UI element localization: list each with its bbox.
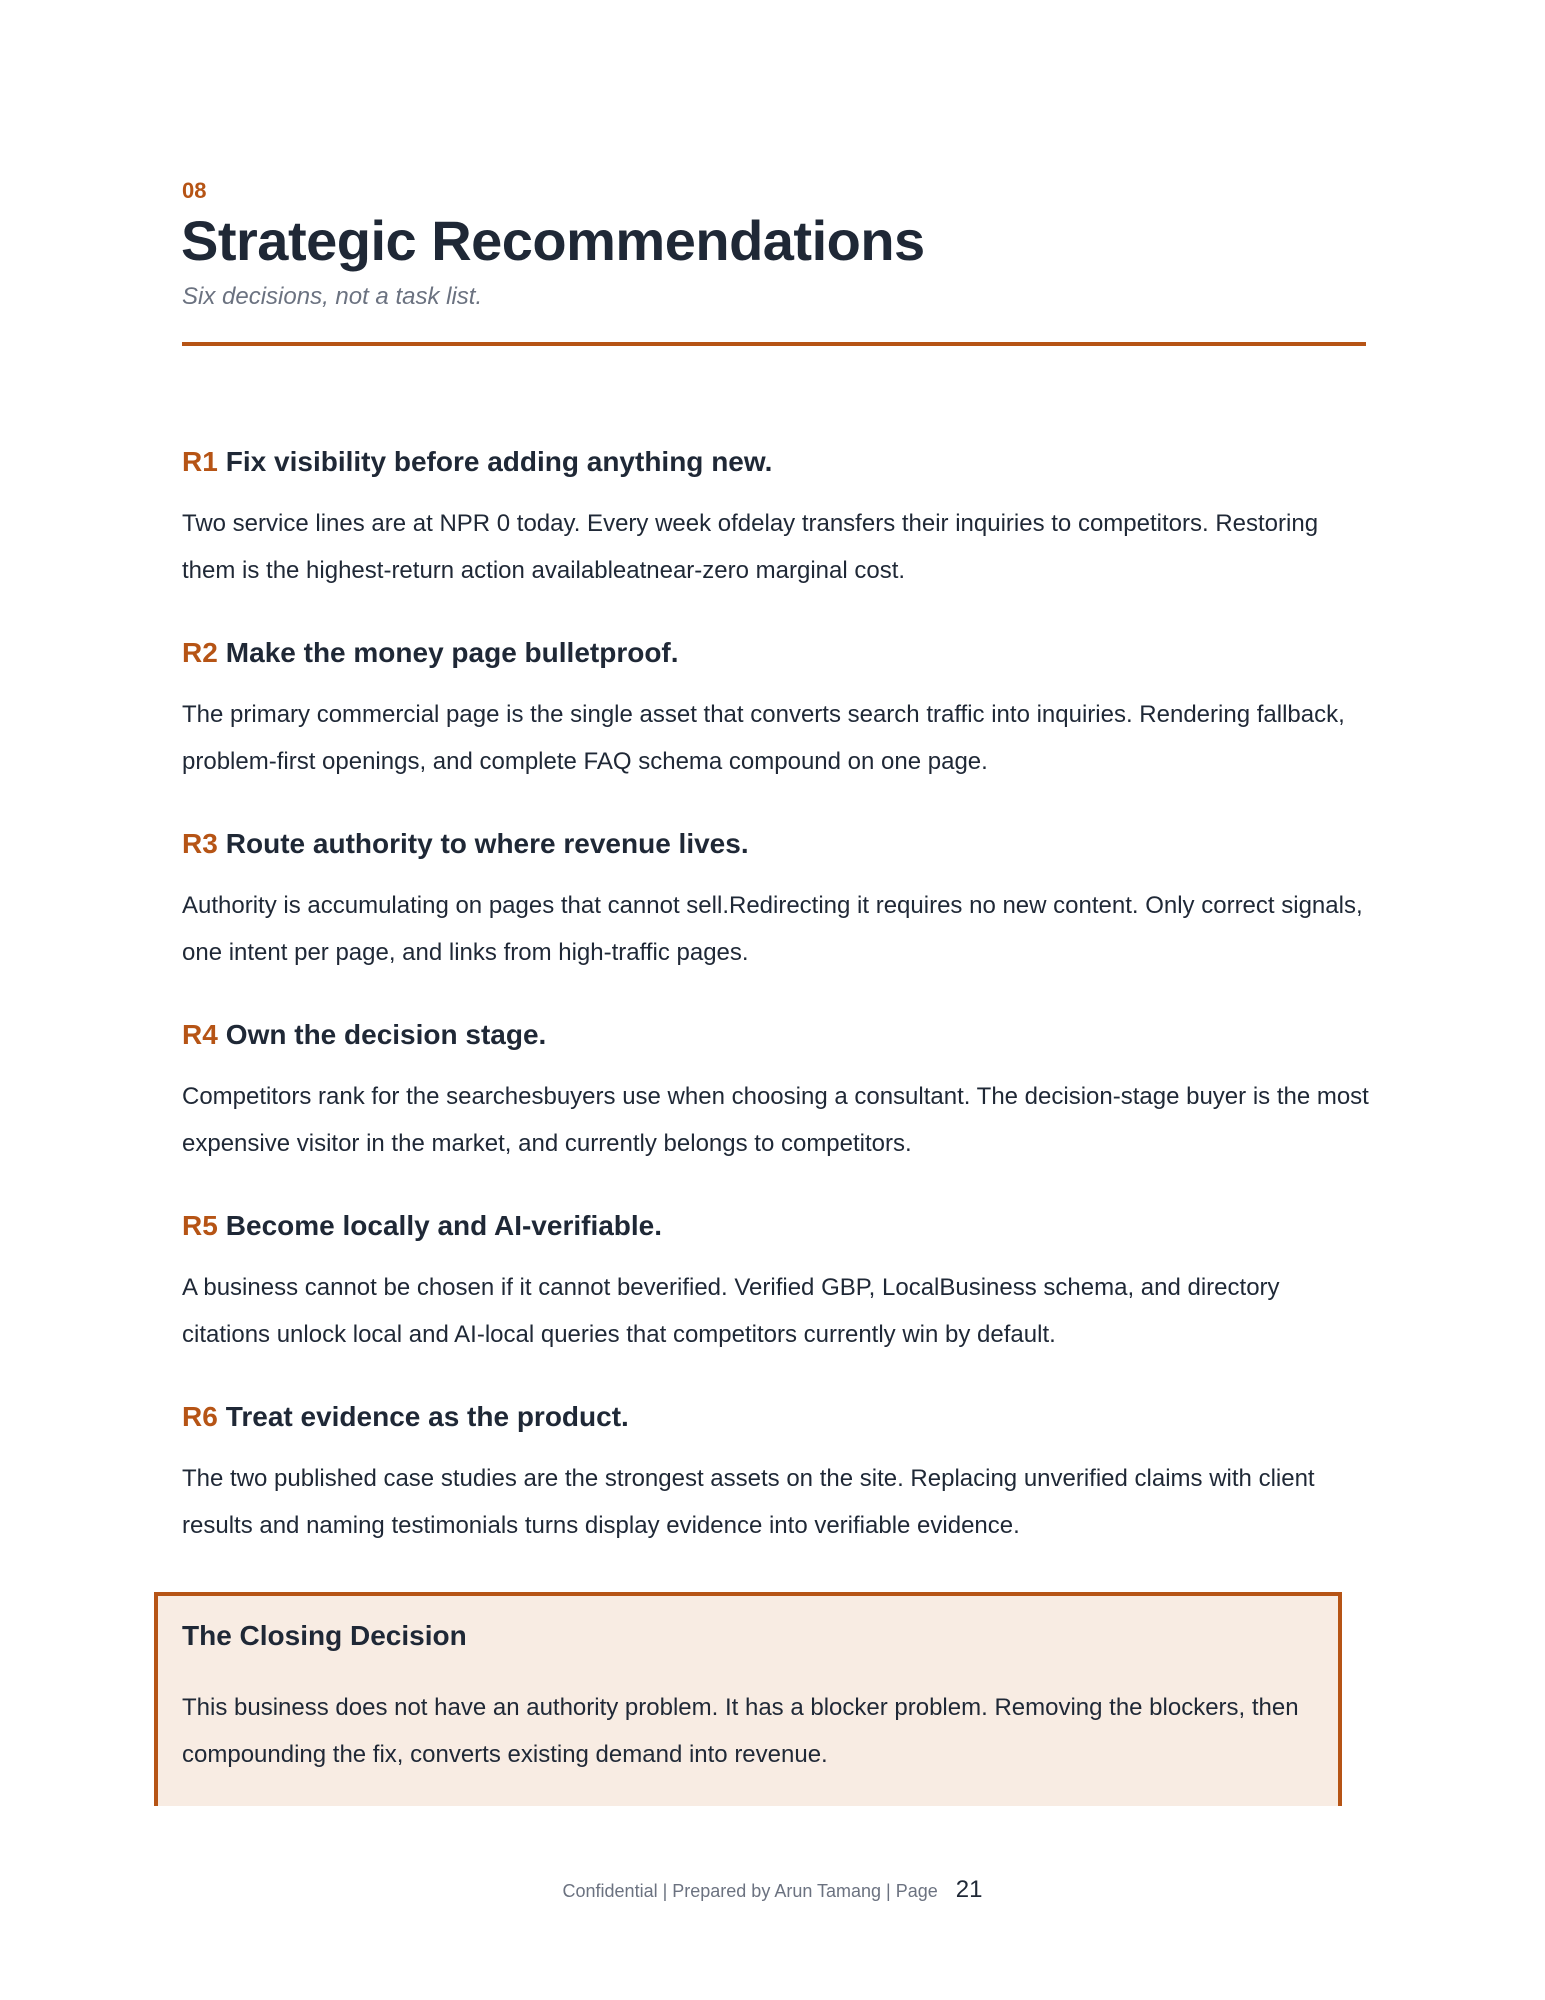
recommendation-heading [182, 1397, 1382, 1437]
recommendation-title: Make the money page bulletproof. [225, 637, 679, 668]
recommendation-title: Own the decision stage. [225, 1019, 547, 1050]
recommendation-r2 [182, 633, 1382, 785]
recommendation-body: A business cannot be chosen if it cannot beverified. Verified GBP, LocalBusiness schema, and directory citations unlock local and AI-local queries that competitors currently win by default. [182, 1274, 1280, 1348]
recommendation-r4 [182, 1015, 1382, 1167]
footer-text: Confidential | Prepared by Arun Tamang | Page [562, 1881, 938, 1901]
recommendation-title: Fix visibility before adding anything new. [225, 446, 773, 477]
recommendation-body: The primary commercial page is the single asset that converts search traffic into inquiries. Rendering fallback, problem-first openings, and complete FAQ schema compound on one page. [182, 701, 1345, 775]
page-number: 21 [955, 1876, 983, 1903]
recommendation-heading [182, 442, 1382, 482]
recommendation-code: R3 [182, 828, 218, 859]
recommendation-body: Authority is accumulating on pages that cannot sell.Redirecting it requires no new content. Only correct signals, one intent per page, and links from high-traffic pages. [182, 892, 1363, 966]
recommendation-code: R5 [182, 1210, 218, 1241]
recommendation-body: Two service lines are at NPR 0 today. Every week ofdelay transfers their inquiries to competitors. Restoring them is the highest-return action availableatnear-zero marginal cost. [182, 510, 1319, 584]
recommendation-heading [182, 633, 1382, 673]
recommendation-heading [182, 824, 1382, 864]
recommendation-r5 [182, 1206, 1382, 1358]
recommendation-code: R4 [182, 1019, 218, 1050]
title-divider [182, 342, 1366, 346]
recommendation-r1 [182, 442, 1382, 594]
recommendation-heading [182, 1206, 1382, 1246]
recommendation-title: Route authority to where revenue lives. [225, 828, 749, 859]
recommendation-heading [182, 1015, 1382, 1055]
page-footer [0, 1876, 1545, 1904]
recommendation-body: Competitors rank for the searchesbuyers use when choosing a consultant. The decision-stage buyer is the most expensive visitor in the market, and currently belongs to competitors. [182, 1083, 1369, 1157]
recommendation-code: R2 [182, 637, 218, 668]
recommendation-title: Treat evidence as the product. [225, 1401, 629, 1432]
recommendation-title: Become locally and AI-verifiable. [225, 1210, 663, 1241]
recommendation-r3 [182, 824, 1382, 976]
recommendation-r6 [182, 1397, 1382, 1549]
recommendation-code: R1 [182, 446, 218, 477]
page-subtitle: Six decisions, not a task list. [182, 283, 483, 310]
section-number: 08 [182, 178, 207, 203]
page-title: Strategic Recommendations [181, 209, 925, 272]
recommendation-code: R6 [182, 1401, 218, 1432]
closing-decision-callout [154, 1592, 1342, 1806]
recommendation-body: The two published case studies are the strongest assets on the site. Replacing unverified claims with client results and naming testimonials turns display evidence into verifiable evidence. [182, 1465, 1315, 1539]
closing-title: The Closing Decision [182, 1620, 467, 1651]
closing-body: This business does not have an authority problem. It has a blocker problem. Removing the blockers, then compounding the fix, converts existing demand into revenue. [182, 1694, 1299, 1768]
